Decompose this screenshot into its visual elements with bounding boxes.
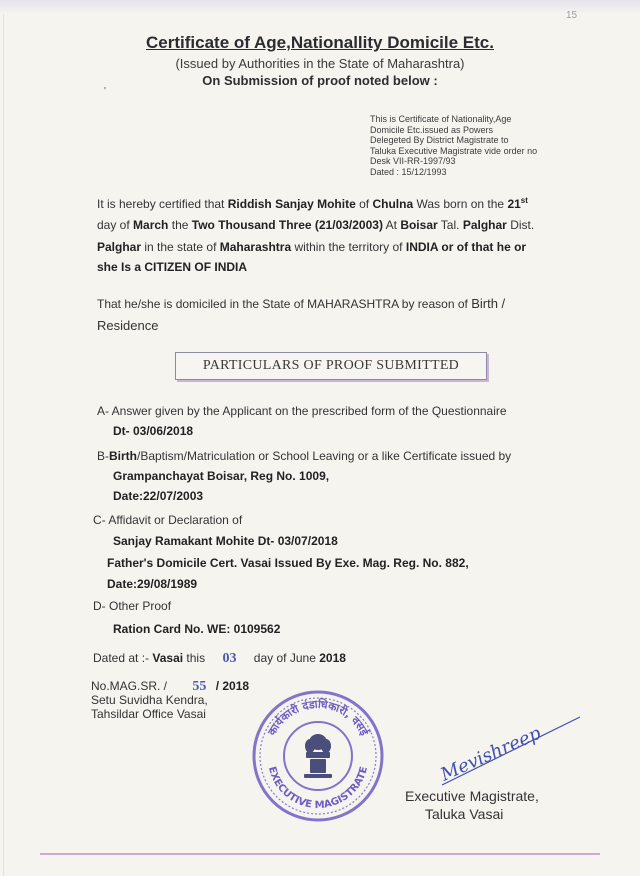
state: Maharashtra <box>219 240 292 254</box>
birth-year-words: Two Thousand Three <box>191 218 312 232</box>
dated-year: 2018 <box>319 651 346 665</box>
emblem-icon <box>304 734 332 778</box>
birth-day: 21st <box>507 196 528 211</box>
proof-b-label: B-Birth/Baptism/Matriculation or School Leaving or a like Certificate issued by <box>97 449 512 463</box>
taluka: Palghar <box>462 218 507 232</box>
delegation-note <box>370 114 590 177</box>
proof-c-label: C- Affidavit or Declaration of <box>93 513 243 527</box>
certify-line-3: Palghar in the state of Maharashtra within the territory of INDIA or of that he or <box>97 240 527 254</box>
certify-line-1: It is hereby certified that Riddish Sanjay Mohite of Chulna Was born on the 21st <box>97 196 528 211</box>
country: INDIA or of that he or <box>405 240 527 254</box>
dated-line: Dated at :- Vasai this 03 day of June 2018 <box>93 651 346 666</box>
proof-c-value-3: Date:29/08/1989 <box>107 577 198 591</box>
office-reference: No.MAG.SR. / 55 / 2018 <box>91 679 250 694</box>
birth-month: March <box>133 218 169 232</box>
note-line: This is Certificate of Nationality,Age <box>370 114 512 124</box>
proof-d-label: D- Other Proof <box>93 599 172 613</box>
submission-heading: On Submission of proof noted below : <box>202 73 438 88</box>
signature-handwriting: Mevishreep <box>440 722 545 786</box>
note-line: Domicile Etc.issued as Powers <box>370 124 494 135</box>
stamp-top-text: कार्यकारी दंडाधिकारी, वसई <box>265 697 371 738</box>
page-left-edge <box>3 0 4 876</box>
proof-d-value: Ration Card No. WE: 0109562 <box>113 622 281 636</box>
signatory-place: Taluka Vasai <box>425 806 504 822</box>
note-line: Delegeted By District Magistrate to <box>370 135 509 145</box>
birth-date: (21/03/2003) <box>314 218 383 232</box>
proof-c-value-2: Father's Domicile Cert. Vasai Issued By Exe. Mag. Reg. No. 882, <box>107 556 469 570</box>
birth-place: Boisar <box>400 218 438 232</box>
note-line: Taluka Executive Magistrate vide order no <box>370 145 538 156</box>
proof-b-value-2: Date:22/07/2003 <box>113 489 204 503</box>
magistrate-stamp <box>250 688 386 829</box>
dated-month: June <box>289 651 316 665</box>
citizenship-statement: she Is a CITIZEN OF INDIA <box>97 260 248 274</box>
certify-line-2: day of March the Two Thousand Three (21/03/2003) At Boisar Tal. Palghar Dist. <box>97 218 535 232</box>
office-name: Setu Suvidha Kendra, <box>91 693 208 707</box>
magistrate-signature <box>440 715 585 795</box>
domicile-reason-residence: Residence <box>97 318 159 333</box>
stamp-bottom-text: EXECUTIVE MAGISTRATE <box>265 765 371 812</box>
tick-mark: ' <box>104 86 106 97</box>
note-line: Desk VII-RR-1997/93 <box>370 156 456 166</box>
office-address: Tahsildar Office Vasai <box>91 707 206 721</box>
applicant-name: Riddish Sanjay Mohite <box>227 197 356 211</box>
proof-b-value-1: Grampanchayat Boisar, Reg No. 1009, <box>113 469 330 483</box>
page-top-edge <box>0 0 640 14</box>
dated-place: Vasai <box>152 651 184 665</box>
page-number: 15 <box>566 10 578 21</box>
domicile-reason-birth: Birth / <box>471 296 506 311</box>
issuing-authority: (Issued by Authorities in the State of Maharashtra) <box>175 56 465 71</box>
domicile-line: That he/she is domiciled in the State of MAHARASHTRA by reason of Birth / <box>97 296 506 311</box>
village: Chulna <box>372 197 414 211</box>
proof-a-label: A- Answer given by the Applicant on the prescribed form of the Questionnaire <box>97 404 507 418</box>
certificate-title: Certificate of Age,Nationallity Domicile Etc. <box>146 33 494 52</box>
proof-heading-box: PARTICULARS OF PROOF SUBMITTED <box>175 352 487 380</box>
proof-c-value-1: Sanjay Ramakant Mohite Dt- 03/07/2018 <box>113 534 338 548</box>
dated-day: 03 <box>222 651 237 666</box>
office-ref-number: 55 <box>192 679 207 694</box>
signatory-title: Executive Magistrate, <box>405 788 539 804</box>
note-line: Dated : 15/12/1993 <box>370 166 447 177</box>
page-bottom-border <box>40 853 600 855</box>
proof-a-value: Dt- 03/06/2018 <box>113 424 194 438</box>
district: Palghar <box>97 240 142 254</box>
